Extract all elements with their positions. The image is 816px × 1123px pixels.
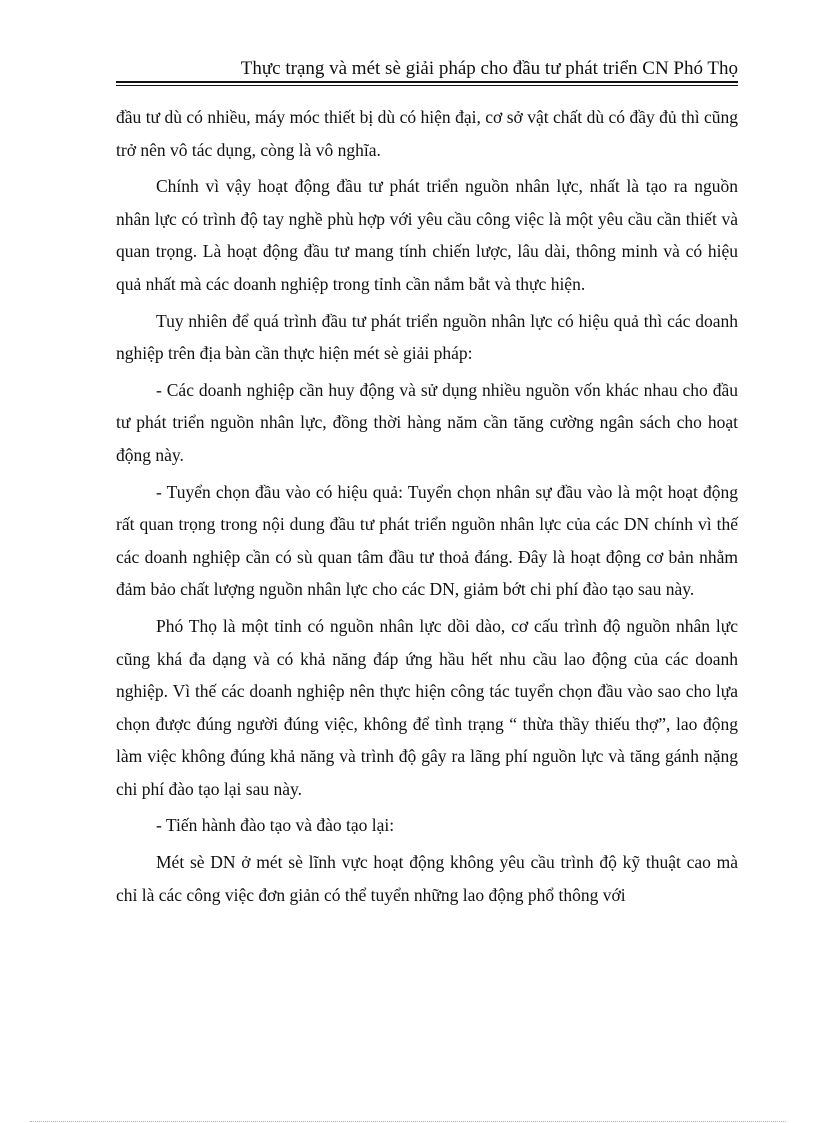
paragraph: đầu tư dù có nhiều, máy móc thiết bị dù có hiện đại, cơ sở vật chất dù có đầy đủ thì cũng trở nên vô tác dụng, còng là vô nghĩa.: [116, 107, 738, 160]
list-item-paragraph: - Tiến hành đào tạo và đào tạo lại:: [156, 815, 395, 836]
running-header: Thực trạng và mét sè giải pháp cho đầu tư phát triển CN Phó Thọ: [240, 58, 738, 79]
paragraph: Mét sè DN ở mét sè lĩnh vực hoạt động không yêu cầu trình độ kỹ thuật cao mà chỉ là các công việc đơn giản có thể tuyển những lao động phổ thông với: [116, 852, 738, 905]
page-bottom-border: [30, 1121, 786, 1122]
paragraph: Phó Thọ là một tỉnh có nguồn nhân lực dồi dào, cơ cấu trình độ nguồn nhân lực cũng khá đa dạng và có khả năng đáp ứng hầu hết nhu cầu lao động của các doanh nghiệp. Vì thế các doanh nghiệp nên thực hiện công tác tuyển chọn đầu vào sao cho lựa chọn được đúng người đúng việc, không để tình trạng “ thừa thầy thiếu thợ”, lao động làm việc không đúng khả năng và trình độ gây ra lãng phí nguồn lực và tăng gánh nặng chi phí đào tạo lại sau này.: [116, 615, 738, 799]
list-item-paragraph: - Các doanh nghiệp cần huy động và sử dụng nhiều nguồn vốn khác nhau cho đầu tư phát triển nguồn nhân lực, đồng thời hàng năm cần tăng cường ngân sách cho hoạt động này.: [116, 379, 738, 465]
paragraph: Chính vì vậy hoạt động đầu tư phát triển nguồn nhân lực, nhất là tạo ra nguồn nhân lực có trình độ tay nghề phù hợp với yêu cầu công việc là một yêu cầu cần thiết và quan trọng. Là hoạt động đầu tư mang tính chiến lược, lâu dài, thông minh và có hiệu quả nhất mà các doanh nghiệp trong tỉnh cần nắm bắt và thực hiện.: [116, 176, 738, 294]
paragraph: Tuy nhiên để quá trình đầu tư phát triển nguồn nhân lực có hiệu quả thì các doanh nghiệp trên địa bàn cần thực hiện mét sè giải pháp:: [116, 310, 738, 364]
list-item-paragraph: - Tuyển chọn đầu vào có hiệu quả: Tuyển chọn nhân sự đầu vào là một hoạt động rất quan trọng trong nội dung đầu tư phát triển nguồn nhân lực của các DN chính vì thế các doanh nghiệp cần có sù quan tâm đầu tư thoả đáng. Đây là hoạt động cơ bản nhằm đảm bảo chất lượng nguồn nhân lực cho các DN, giảm bớt chi phí đào tạo sau này.: [116, 481, 738, 600]
header-rule-thin: [116, 85, 738, 86]
header-rule: [116, 81, 738, 83]
body-text: [116, 101, 738, 915]
